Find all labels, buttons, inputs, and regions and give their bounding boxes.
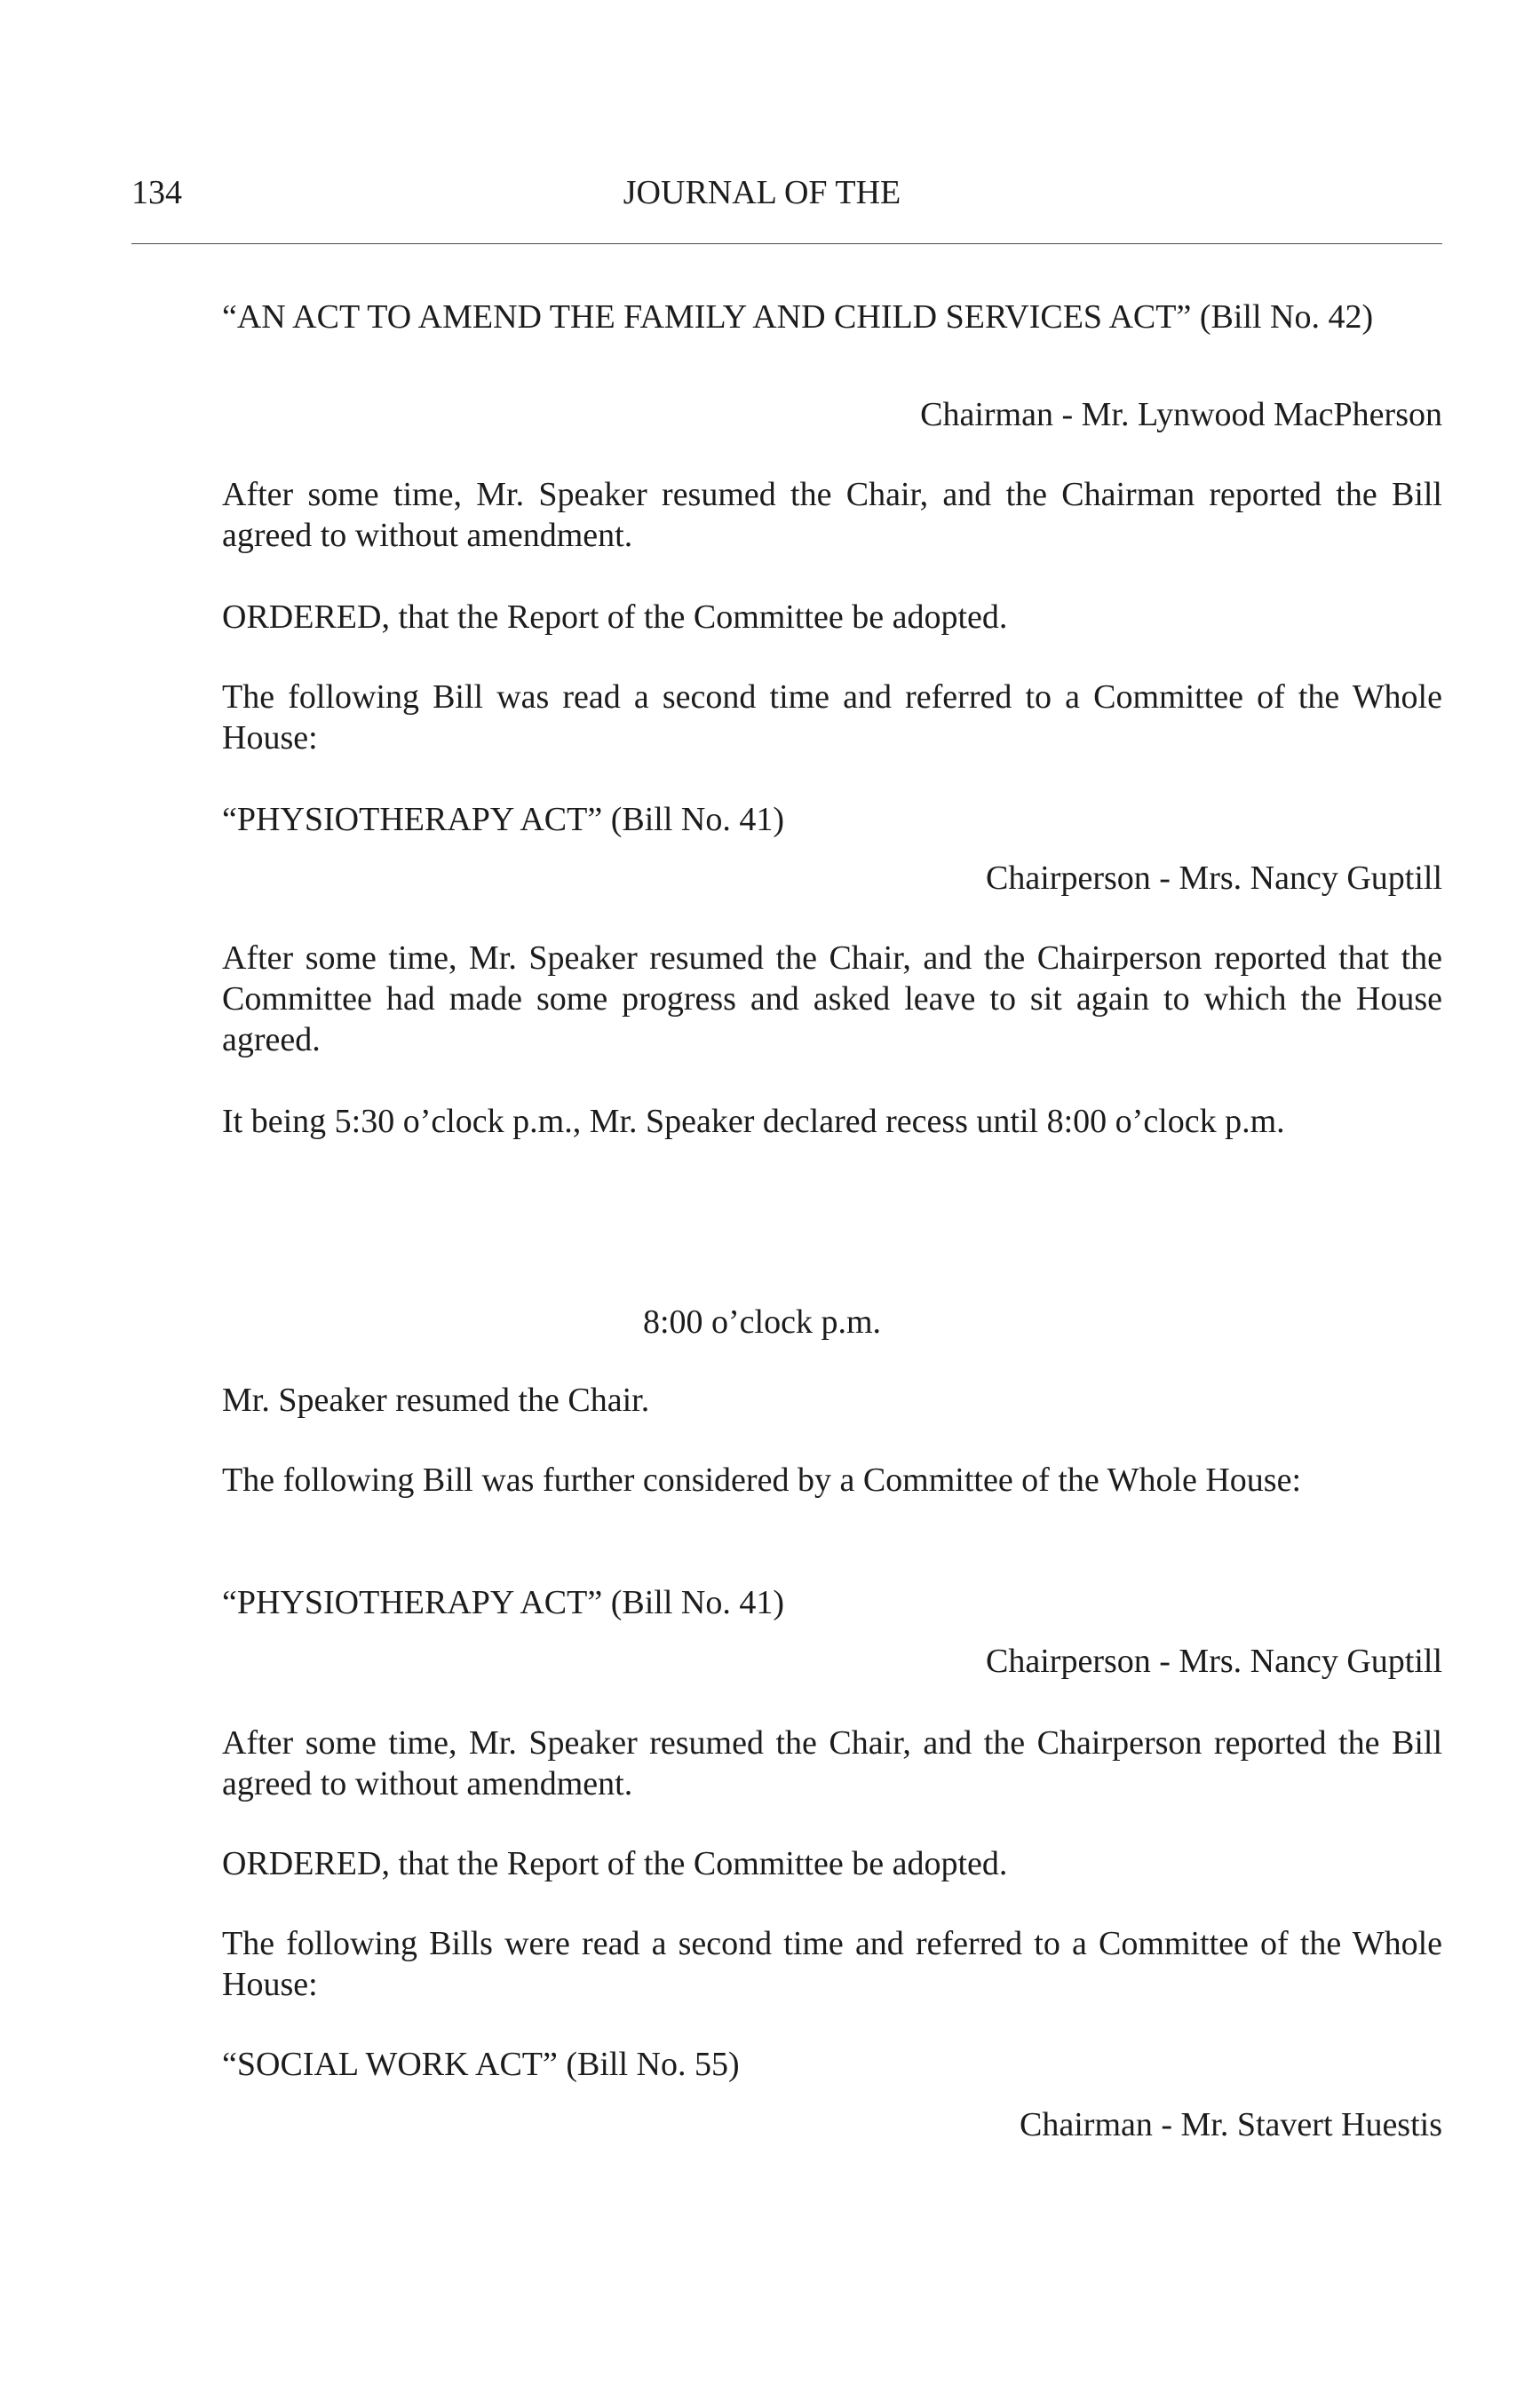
paragraph-1-text: After some time, Mr. Speaker resumed the Chair, and the Chairman reported the Bill agreed to without amendment. xyxy=(222,476,1442,554)
paragraph-2-text: ORDERED, that the Report of the Committee be adopted. xyxy=(222,598,1008,636)
paragraph-3-text: The following Bill was read a second time and referred to a Committee of the Whole House: xyxy=(222,678,1442,756)
bill42-chair: Chairman - Mr. Lynwood MacPherson xyxy=(920,396,1442,433)
bill41-chair-first: Chairperson - Mrs. Nancy Guptill xyxy=(986,859,1442,897)
bill55-chair: Chairman - Mr. Stavert Huestis xyxy=(1020,2106,1442,2143)
paragraph-8-text: After some time, Mr. Speaker resumed the Chair, and the Chairperson reported the Bill agreed to without amendment. xyxy=(222,1724,1442,1802)
header-rule xyxy=(131,243,1442,244)
running-title: JOURNAL OF THE xyxy=(623,174,901,211)
evening-time-heading: 8:00 o’clock p.m. xyxy=(642,1303,882,1341)
paragraph-6-text: Mr. Speaker resumed the Chair. xyxy=(222,1382,650,1419)
paragraph-9-text: ORDERED, that the Report of the Committee be adopted. xyxy=(222,1845,1008,1882)
bill41-title-second: “PHYSIOTHERAPY ACT” (Bill No. 41) xyxy=(222,1584,784,1621)
paragraph-9 xyxy=(131,1843,1442,1884)
bill42-title-text: “AN ACT TO AMEND THE FAMILY AND CHILD SERVICES ACT” (Bill No. 42) xyxy=(222,298,1374,336)
paragraph-5-text: It being 5:30 o’clock p.m., Mr. Speaker declared recess until 8:00 o’clock p.m. xyxy=(222,1103,1285,1140)
page-number: 134 xyxy=(131,174,182,211)
paragraph-6 xyxy=(131,1380,1442,1421)
paragraph-5 xyxy=(131,1101,1442,1142)
paragraph-10-text: The following Bills were read a second time and referred to a Committee of the Whole House: xyxy=(222,1925,1442,2003)
paragraph-4-text: After some time, Mr. Speaker resumed the Chair, and the Chairperson reported that the Committee had made some progress and asked leave to sit again to which the House agreed. xyxy=(222,939,1442,1058)
paragraph-10 xyxy=(131,1923,1442,2005)
bill42-title xyxy=(131,297,1442,337)
paragraph-8 xyxy=(131,1723,1442,1804)
bill55-title: “SOCIAL WORK ACT” (Bill No. 55) xyxy=(222,2046,740,2083)
paragraph-7 xyxy=(131,1460,1442,1501)
paragraph-7-text: The following Bill was further considered by a Committee of the Whole House: xyxy=(222,1461,1302,1499)
bill41-chair-second: Chairperson - Mrs. Nancy Guptill xyxy=(986,1643,1442,1680)
paragraph-3 xyxy=(131,677,1442,758)
paragraph-1 xyxy=(131,474,1442,556)
paragraph-4 xyxy=(131,938,1442,1060)
bill41-title-first: “PHYSIOTHERAPY ACT” (Bill No. 41) xyxy=(222,801,784,838)
paragraph-2 xyxy=(131,597,1442,638)
